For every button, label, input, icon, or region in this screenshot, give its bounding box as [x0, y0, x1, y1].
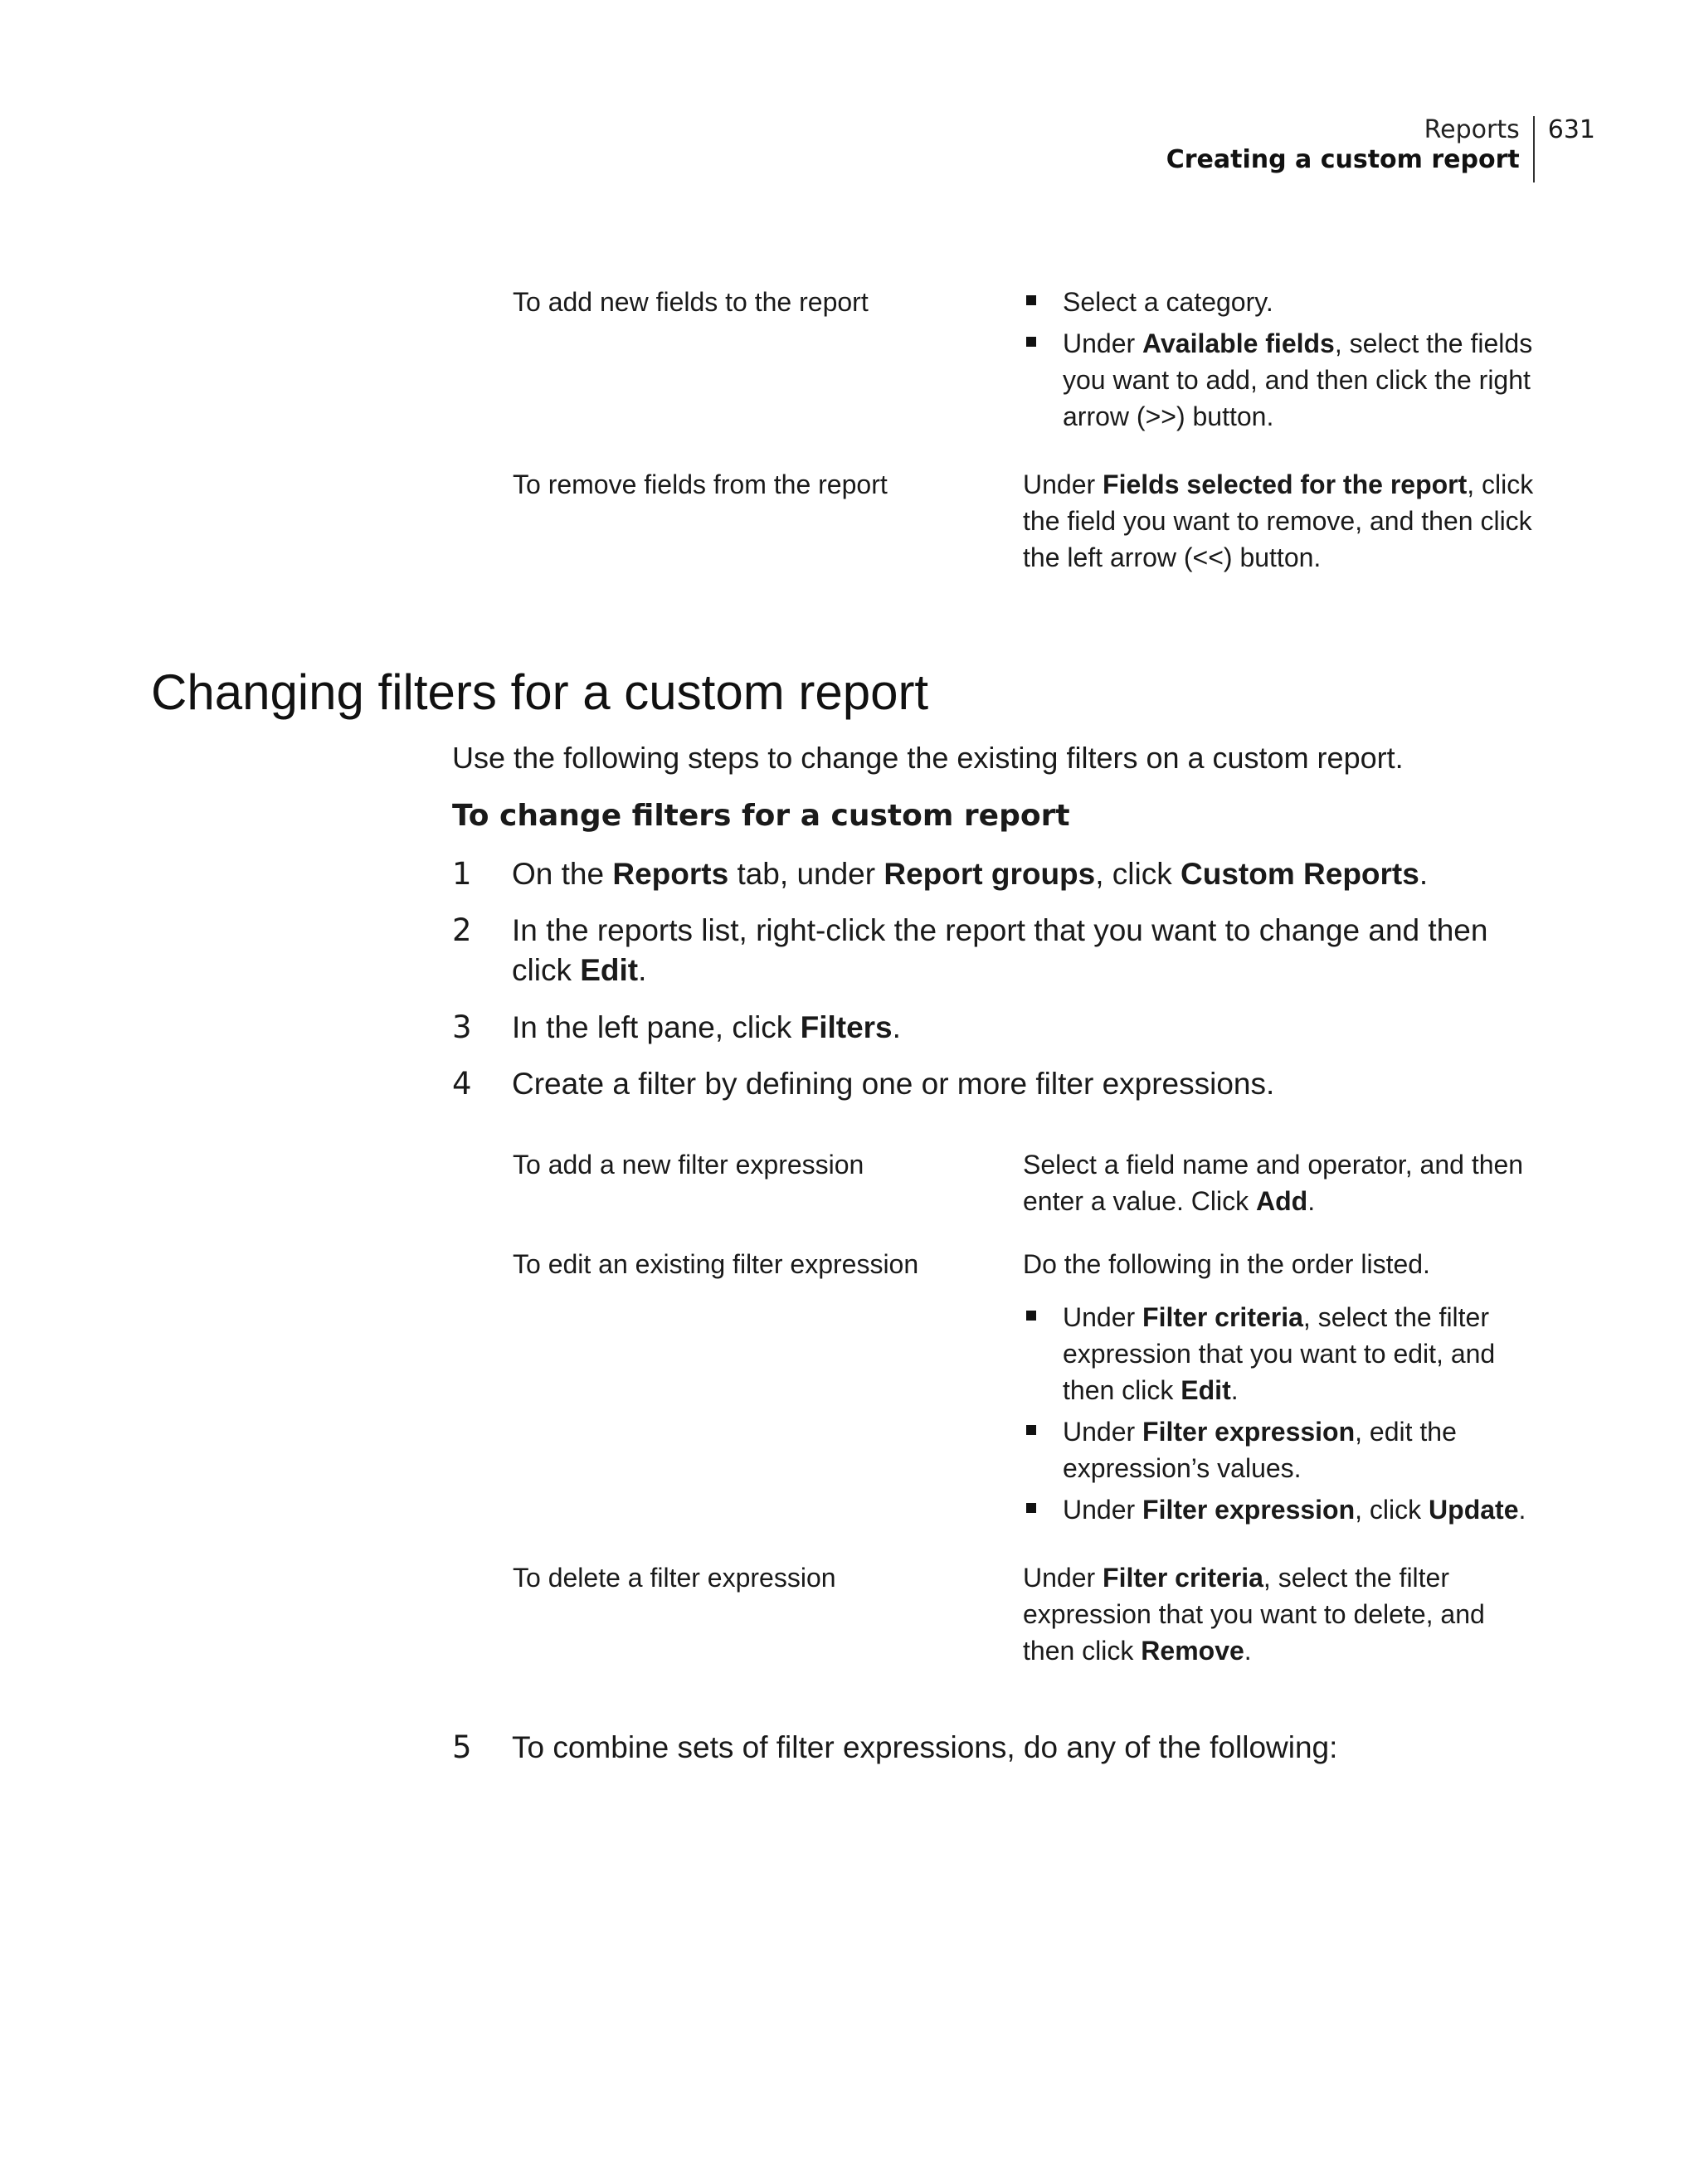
row-label: To edit an existing filter expression [513, 1249, 919, 1279]
row-intro: Do the following in the order listed. [1023, 1249, 1430, 1279]
step-text: Create a filter by defining one or more filter expressions. [512, 1067, 1275, 1101]
list-item: Select a category. [1023, 284, 1537, 320]
row-label: To add new fields to the report [513, 287, 869, 317]
list-item: Under Filter expression, click Update. [1023, 1491, 1537, 1528]
page-number: 631 [1547, 115, 1595, 144]
section-heading: Changing filters for a custom report [151, 664, 929, 720]
section-name: Creating a custom report [1166, 145, 1520, 174]
running-header-titles [1166, 116, 1535, 182]
step-text: To combine sets of filter expressions, do any of the following: [512, 1730, 1338, 1764]
step-number: 2 [452, 912, 472, 948]
list-item: Under Available fields, select the fields you want to add, and then click the right arrow (>>) button. [1023, 325, 1537, 435]
list-item: Under Filter criteria, select the filter expression that you want to edit, and then click Edit. [1023, 1299, 1537, 1408]
bullet-square-icon [1026, 1311, 1036, 1321]
step-number: 5 [452, 1729, 472, 1765]
bullet-square-icon [1026, 337, 1036, 347]
row-description: Under Filter criteria, select the filter expression that you want to delete, and then click Remove. [1023, 1563, 1485, 1666]
section-intro: Use the following steps to change the existing filters on a custom report. [452, 741, 1404, 775]
procedure-title: To change filters for a custom report [452, 799, 1070, 833]
bullet-square-icon [1026, 1503, 1036, 1513]
list-item: Under Filter expression, edit the expression’s values. [1023, 1413, 1537, 1486]
step-number: 1 [452, 856, 472, 892]
row-label: To delete a filter expression [513, 1563, 836, 1593]
row-label: To add a new filter expression [513, 1150, 864, 1180]
step-text: In the reports list, right-click the report that you want to change and then click Edit. [512, 913, 1488, 987]
chapter-name: Reports [1424, 115, 1520, 144]
step-text: On the Reports tab, under Report groups, click Custom Reports. [512, 857, 1429, 891]
running-header [1166, 116, 1595, 182]
bullet-square-icon [1026, 295, 1036, 305]
row-description [1023, 1246, 1537, 1528]
step-number: 4 [452, 1066, 472, 1102]
step-number: 3 [452, 1009, 472, 1045]
row-description [1023, 284, 1537, 435]
row-description: Select a field name and operator, and then enter a value. Click Add. [1023, 1150, 1524, 1216]
bullet-square-icon [1026, 1425, 1036, 1435]
step-text: In the left pane, click Filters. [512, 1010, 901, 1044]
row-description: Under Fields selected for the report, click the field you want to remove, and then click the left arrow (<<) button. [1023, 469, 1534, 572]
row-label: To remove fields from the report [513, 469, 888, 499]
